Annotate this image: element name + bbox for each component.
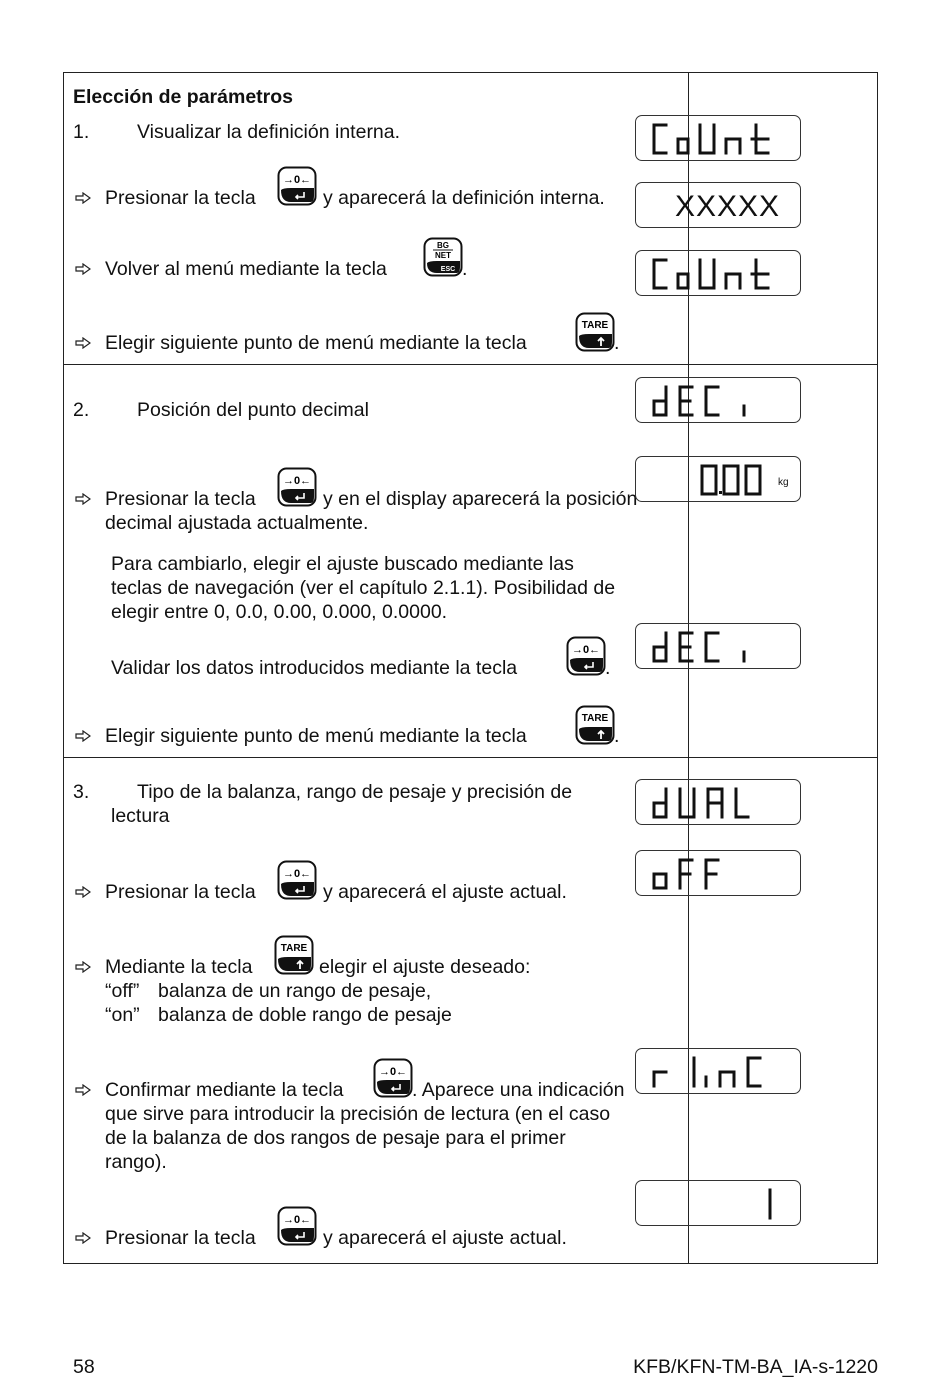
section-heading: Elección de parámetros [73, 86, 294, 108]
lcd-segments-count [636, 116, 802, 162]
instruction-text: que sirve para introducir la precisión de lectura (en el caso [105, 1103, 611, 1125]
arrow-icon [75, 886, 91, 898]
arrow-icon [75, 961, 91, 973]
instruction-text: . [605, 657, 611, 679]
enter-zero-key-icon [566, 636, 606, 676]
instruction-text: Elegir siguiente punto de menú mediante la tecla [105, 332, 527, 354]
instruction-text: . [614, 725, 620, 747]
lcd-value: XXXXX [674, 190, 780, 223]
page-number: 58 [73, 1356, 95, 1378]
instruction-text: Presionar la tecla [105, 1227, 256, 1249]
arrow-icon [75, 192, 91, 204]
enter-zero-key-icon [277, 1206, 317, 1246]
arrow-icon [75, 730, 91, 742]
lcd-segments-deci [636, 378, 802, 424]
instruction-text: Confirmar mediante la tecla [105, 1079, 344, 1101]
lcd-display [635, 850, 801, 896]
paragraph-line: Para cambiarlo, elegir el ajuste buscado mediante las [111, 553, 574, 575]
lcd-display [635, 779, 801, 825]
lcd-segments-rinc [636, 1049, 802, 1095]
lcd-display [635, 182, 801, 228]
instruction-text: Mediante la tecla [105, 956, 253, 978]
instruction-text: de la balanza de dos rangos de pesaje para el primer [105, 1127, 566, 1149]
instruction-text: Presionar la tecla [105, 488, 256, 510]
lcd-display [635, 623, 801, 669]
instruction-text: Volver al menú mediante la tecla [105, 258, 387, 280]
enter-zero-key-icon [277, 166, 317, 206]
option-key: “on” [105, 1004, 140, 1026]
esc-key-icon [423, 237, 463, 277]
option-text: balanza de un rango de pesaje, [158, 980, 432, 1002]
instruction-text: Elegir siguiente punto de menú mediante la tecla [105, 725, 527, 747]
step-title: lectura [111, 805, 170, 827]
lcd-display [635, 377, 801, 423]
tare-key-icon [575, 705, 615, 745]
instruction-text: Validar los datos introducidos mediante la tecla [111, 657, 518, 679]
step-title: Tipo de la balanza, rango de pesaje y precisión de [137, 781, 573, 803]
arrow-icon [75, 337, 91, 349]
instruction-text: . Aparece una indicación [412, 1079, 625, 1101]
instruction-text: y aparecerá la definición interna. [323, 187, 605, 209]
arrow-icon [75, 263, 91, 275]
arrow-icon [75, 1232, 91, 1244]
lcd-segments-off [636, 851, 802, 897]
tare-key-icon [575, 312, 615, 352]
instruction-text: rango). [105, 1151, 167, 1173]
row-divider [64, 364, 877, 365]
lcd-display [635, 456, 801, 502]
enter-zero-key-icon [277, 467, 317, 507]
lcd-segments-one [636, 1181, 802, 1227]
step-number: 1. [73, 121, 90, 143]
step-number: 2. [73, 399, 90, 421]
arrow-icon [75, 1084, 91, 1096]
instruction-text: Presionar la tecla [105, 881, 256, 903]
tare-key-icon [274, 935, 314, 975]
lcd-segments-count [636, 251, 802, 297]
arrow-icon [75, 493, 91, 505]
instruction-text: y aparecerá el ajuste actual. [323, 1227, 567, 1249]
document-code: KFB/KFN-TM-BA_IA-s-1220 [633, 1356, 878, 1378]
unit-label: kg [778, 477, 789, 488]
instruction-text: y aparecerá el ajuste actual. [323, 881, 567, 903]
step-number: 3. [73, 781, 90, 803]
instruction-text: decimal ajustada actualmente. [105, 512, 369, 534]
step-title: Visualizar la definición interna. [137, 121, 401, 143]
instruction-text: elegir el ajuste deseado: [319, 956, 531, 978]
row-divider [64, 757, 877, 758]
lcd-display [635, 1180, 801, 1226]
instruction-text: . [462, 258, 468, 280]
instruction-text: Presionar la tecla [105, 187, 256, 209]
option-text: balanza de doble rango de pesaje [158, 1004, 452, 1026]
lcd-segments-deci [636, 624, 802, 670]
enter-zero-key-icon [277, 860, 317, 900]
paragraph-line: elegir entre 0, 0.0, 0.00, 0.000, 0.0000. [111, 601, 448, 623]
enter-zero-key-icon [373, 1058, 413, 1098]
step-title: Posición del punto decimal [137, 399, 369, 421]
lcd-display [635, 250, 801, 296]
lcd-segments-dual [636, 780, 802, 826]
lcd-display [635, 1048, 801, 1094]
option-key: “off” [105, 980, 140, 1002]
instruction-text: . [614, 332, 620, 354]
lcd-display [635, 115, 801, 161]
paragraph-line: teclas de navegación (ver el capítulo 2.1.1). Posibilidad de [111, 577, 616, 599]
instruction-text: y en el display aparecerá la posición [323, 488, 638, 510]
